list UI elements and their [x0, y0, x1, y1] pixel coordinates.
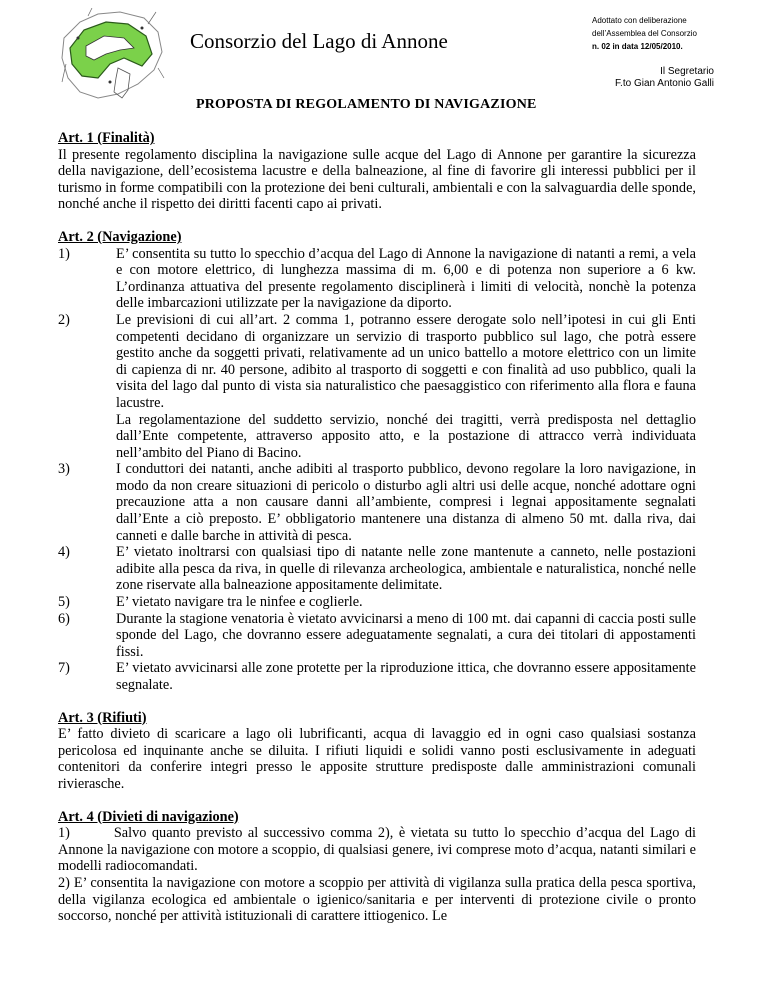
secretary-name: F.to Gian Antonio Galli: [615, 78, 714, 89]
article-2-item-3: [58, 461, 696, 544]
article-4: [58, 808, 700, 925]
article-2-item-4: [58, 544, 696, 594]
article-2: [58, 229, 696, 694]
article-2-item-6: [58, 611, 696, 661]
deliberation-line-2: dell’Assemblea del Consorzio: [592, 29, 697, 38]
article-3-title: Art. 3 (Rifiuti): [58, 709, 147, 726]
item-number: 7): [58, 660, 70, 677]
deliberation-note: [592, 14, 697, 53]
article-2-item-7: [58, 660, 696, 693]
item-number: 4): [58, 544, 70, 561]
secretary-role: Il Segretario: [660, 66, 714, 77]
item-number: 3): [58, 461, 70, 478]
article-4-title: Art. 4 (Divieti di navigazione): [58, 808, 239, 825]
item-text: E’ vietato avvicinarsi alle zone protette per la riproduzione ittica, che dovranno essere appositamente segnalate.: [116, 660, 696, 693]
item-text: I conduttori dei natanti, anche adibiti al trasporto pubblico, devono regolare la loro navigazione, in modo da non creare situazioni di pericolo o disturbo agli altri usi delle acque, nonché adottare ogni precauzione atta a non causare danni all’ambiente, compresi i legnai appositamente segnalati dall’Ente a ciò preposto. E’ obbligatorio mantenere una distanza di almeno 50 mt. dalla riva, dai canneti e dalle barche in attività di pesca.: [116, 461, 696, 544]
article-1: [58, 130, 696, 213]
document-body: [58, 130, 700, 941]
article-1-title: Art. 1 (Finalità): [58, 130, 155, 146]
article-3: [58, 710, 696, 793]
item-number: 5): [58, 594, 70, 611]
article-4-paragraph-1: 1) Salvo quanto previsto al successivo comma 2), è vietata su tutto lo specchio d’acqua del Lago di Annone la navigazione con motore a scoppio, di qualsiasi genere, ivi comprese moto d’acqua, natanti similari e modelli radiocomandati.: [58, 825, 700, 875]
article-2-title: Art. 2 (Navigazione): [58, 228, 182, 245]
organization-name: Consorzio del Lago di Annone: [190, 29, 448, 53]
item-text: E’ vietato navigare tra le ninfee e coglierle.: [116, 594, 363, 611]
item-text: Durante la stagione venatoria è vietato avvicinarsi a meno di 100 mt. dai capanni di caccia posti sulle sponde del Lago, che dovranno essere adeguatamente segnalati, a cura dei titolari di appostamenti fissi.: [116, 610, 696, 660]
item-number: 2): [58, 311, 70, 328]
article-2-item-5: [58, 594, 696, 611]
secretary-signature: [544, 66, 714, 90]
article-1-text: Il presente regolamento disciplina la navigazione sulle acque del Lago di Annone per garantire la sicurezza della navigazione, dell’ecosistema lacustre e della balneazione, al fine di favorire gli interessi pubblici per il turismo in forme compatibili con la protezione dei beni culturali, ambientali e con la salvaguardia delle sponde, nonché anche il rispetto dei diritti facenti capo ai privati.: [58, 146, 696, 213]
article-3-text: E’ fatto divieto di scaricare a lago oli lubrificanti, acqua di lavaggio ed in ogni caso qualsiasi sostanza pericolosa ed inquinante anche se diluita. I rifiuti liquidi e solidi vanno posti esclusivamente in adeguati contenitori da conferire integri presso le apposite strutture predisposte dalle amministrazioni comunali rivierasche.: [58, 726, 696, 792]
item-text: E’ consentita su tutto lo specchio d’acqua del Lago di Annone la navigazione di natanti a remi, a vela e con motore elettrico, di lunghezza massima di m. 6,00 e di potenza non superiore a 6 kw. L’ordinanza attuativa del presente regolamento disciplinerà i limiti di velocità, nonchè la potenza delle imbarcazioni utilizzate per la navigazione da diporto.: [116, 245, 696, 312]
deliberation-line-3: n. 02 in data 12/05/2010.: [592, 42, 683, 51]
item-text: Le previsioni di cui all’art. 2 comma 1, potranno essere derogate solo nell’ipotesi in cui gli Enti competenti decidano di organizzare un servizio di trasporto pubblico sul lago, che potrà essere gestito anche da soggetti privati, relativamente ad un unico battello a motore elettrico con un limite di capienza di nr. 40 persone, adibito al trasporto di soggetti e con finalità ad uso pubblico, quali la visita del lago dal punto di vista sia naturalistico che paesaggistico con riferimento alla flora e fauna lacustre.: [116, 311, 696, 411]
article-2-item-2-extra: La regolamentazione del suddetto servizio, nonché dei tragitti, verrà predisposta nel dettaglio dall’Ente competente, attraverso apposito atto, e la postazione di attracco verrà individuata nell’ambito del Piano di Bacino.: [116, 411, 696, 461]
article-2-item-1: [58, 246, 696, 312]
document-title: PROPOSTA DI REGOLAMENTO DI NAVIGAZIONE: [196, 97, 537, 112]
item-text: E’ vietato inoltrarsi con qualsiasi tipo di natante nelle zone mantenute a canneto, nelle postazioni adibite alla pesca da riva, in quelle di rilevanza archeologica, ambientale e naturalistica, nonché nelle zone riservate alla balneazione appositamente delimitate.: [116, 544, 696, 594]
article-2-item-2: [58, 312, 696, 412]
lake-map-logo: [58, 8, 166, 106]
item-number: 6): [58, 610, 70, 627]
article-4-paragraph-2: 2) E’ consentita la navigazione con motore a scoppio per attività di vigilanza sulla pratica della pesca sportiva, della vigilanza ecologica ed ambientale o igienico/sanitaria e per interventi di protezione civile o pronto soccorso, nonché per attività istituzionali di carattere ittiogenico. Le: [58, 874, 696, 925]
deliberation-line-1: Adottato con deliberazione: [592, 16, 687, 25]
item-number: 1): [58, 245, 70, 262]
